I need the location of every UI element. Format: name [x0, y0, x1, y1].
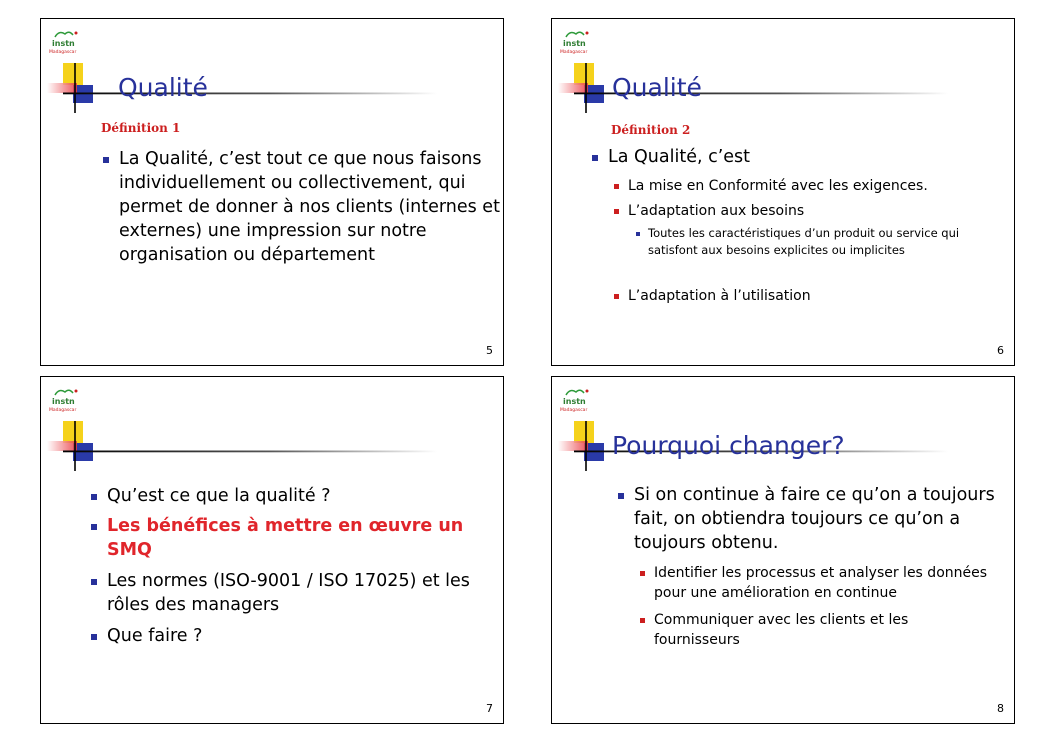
instn-logo [49, 29, 79, 55]
bullet-item: Si on continue à faire ce qu’on a toujours fait, on obtiendra toujours ce qu’on a toujours obtenu. [618, 483, 996, 555]
bullet-item-highlighted: Les bénéfices à mettre en œuvre un SMQ [91, 514, 487, 562]
sub-bullet-item: La mise en Conformité avec les exigences. [614, 176, 1015, 196]
slide-subtitle: Définition 1 [101, 121, 181, 135]
title-decoration [47, 63, 437, 123]
page-number: 8 [997, 702, 1004, 715]
page-number: 5 [486, 344, 493, 357]
instn-logo [49, 387, 79, 413]
instn-logo [560, 29, 590, 55]
slide-subtitle: Définition 2 [611, 123, 691, 137]
page-number: 6 [997, 344, 1004, 357]
slide-title: Pourquoi changer? [612, 431, 845, 460]
slide-7 [40, 376, 504, 724]
sub-bullet-item: L’adaptation aux besoins [614, 201, 1015, 221]
page-number: 7 [486, 702, 493, 715]
slide-6 [551, 18, 1015, 366]
slide-title: Qualité [118, 73, 208, 102]
sub-bullet-item: Identifier les processus et analyser les données pour une amélioration en continue [640, 563, 1015, 603]
slide-5 [40, 18, 504, 366]
bullet-item: Les normes (ISO-9001 / ISO 17025) et les rôles des managers [91, 569, 497, 617]
bullet-item: Qu’est ce que la qualité ? [91, 484, 504, 508]
bullet-item: La Qualité, c’est tout ce que nous faisons individuellement ou collectivement, qui permet de donner à nos clients (internes et externes) une impression sur notre organisation ou département [103, 147, 501, 267]
instn-logo [560, 387, 590, 413]
sub-sub-bullet-item: Toutes les caractéristiques d’un produit ou service qui satisfont aux besoins explicites ou implicites [636, 225, 978, 259]
bullet-item: Que faire ? [91, 624, 497, 648]
bullet-item: La Qualité, c’est [592, 145, 1008, 169]
title-decoration [47, 421, 437, 481]
sub-bullet-item: L’adaptation à l’utilisation [614, 286, 1015, 306]
slide-8 [551, 376, 1015, 724]
slide-title: Qualité [612, 73, 702, 102]
sub-bullet-item: Communiquer avec les clients et les fournisseurs [640, 610, 954, 650]
